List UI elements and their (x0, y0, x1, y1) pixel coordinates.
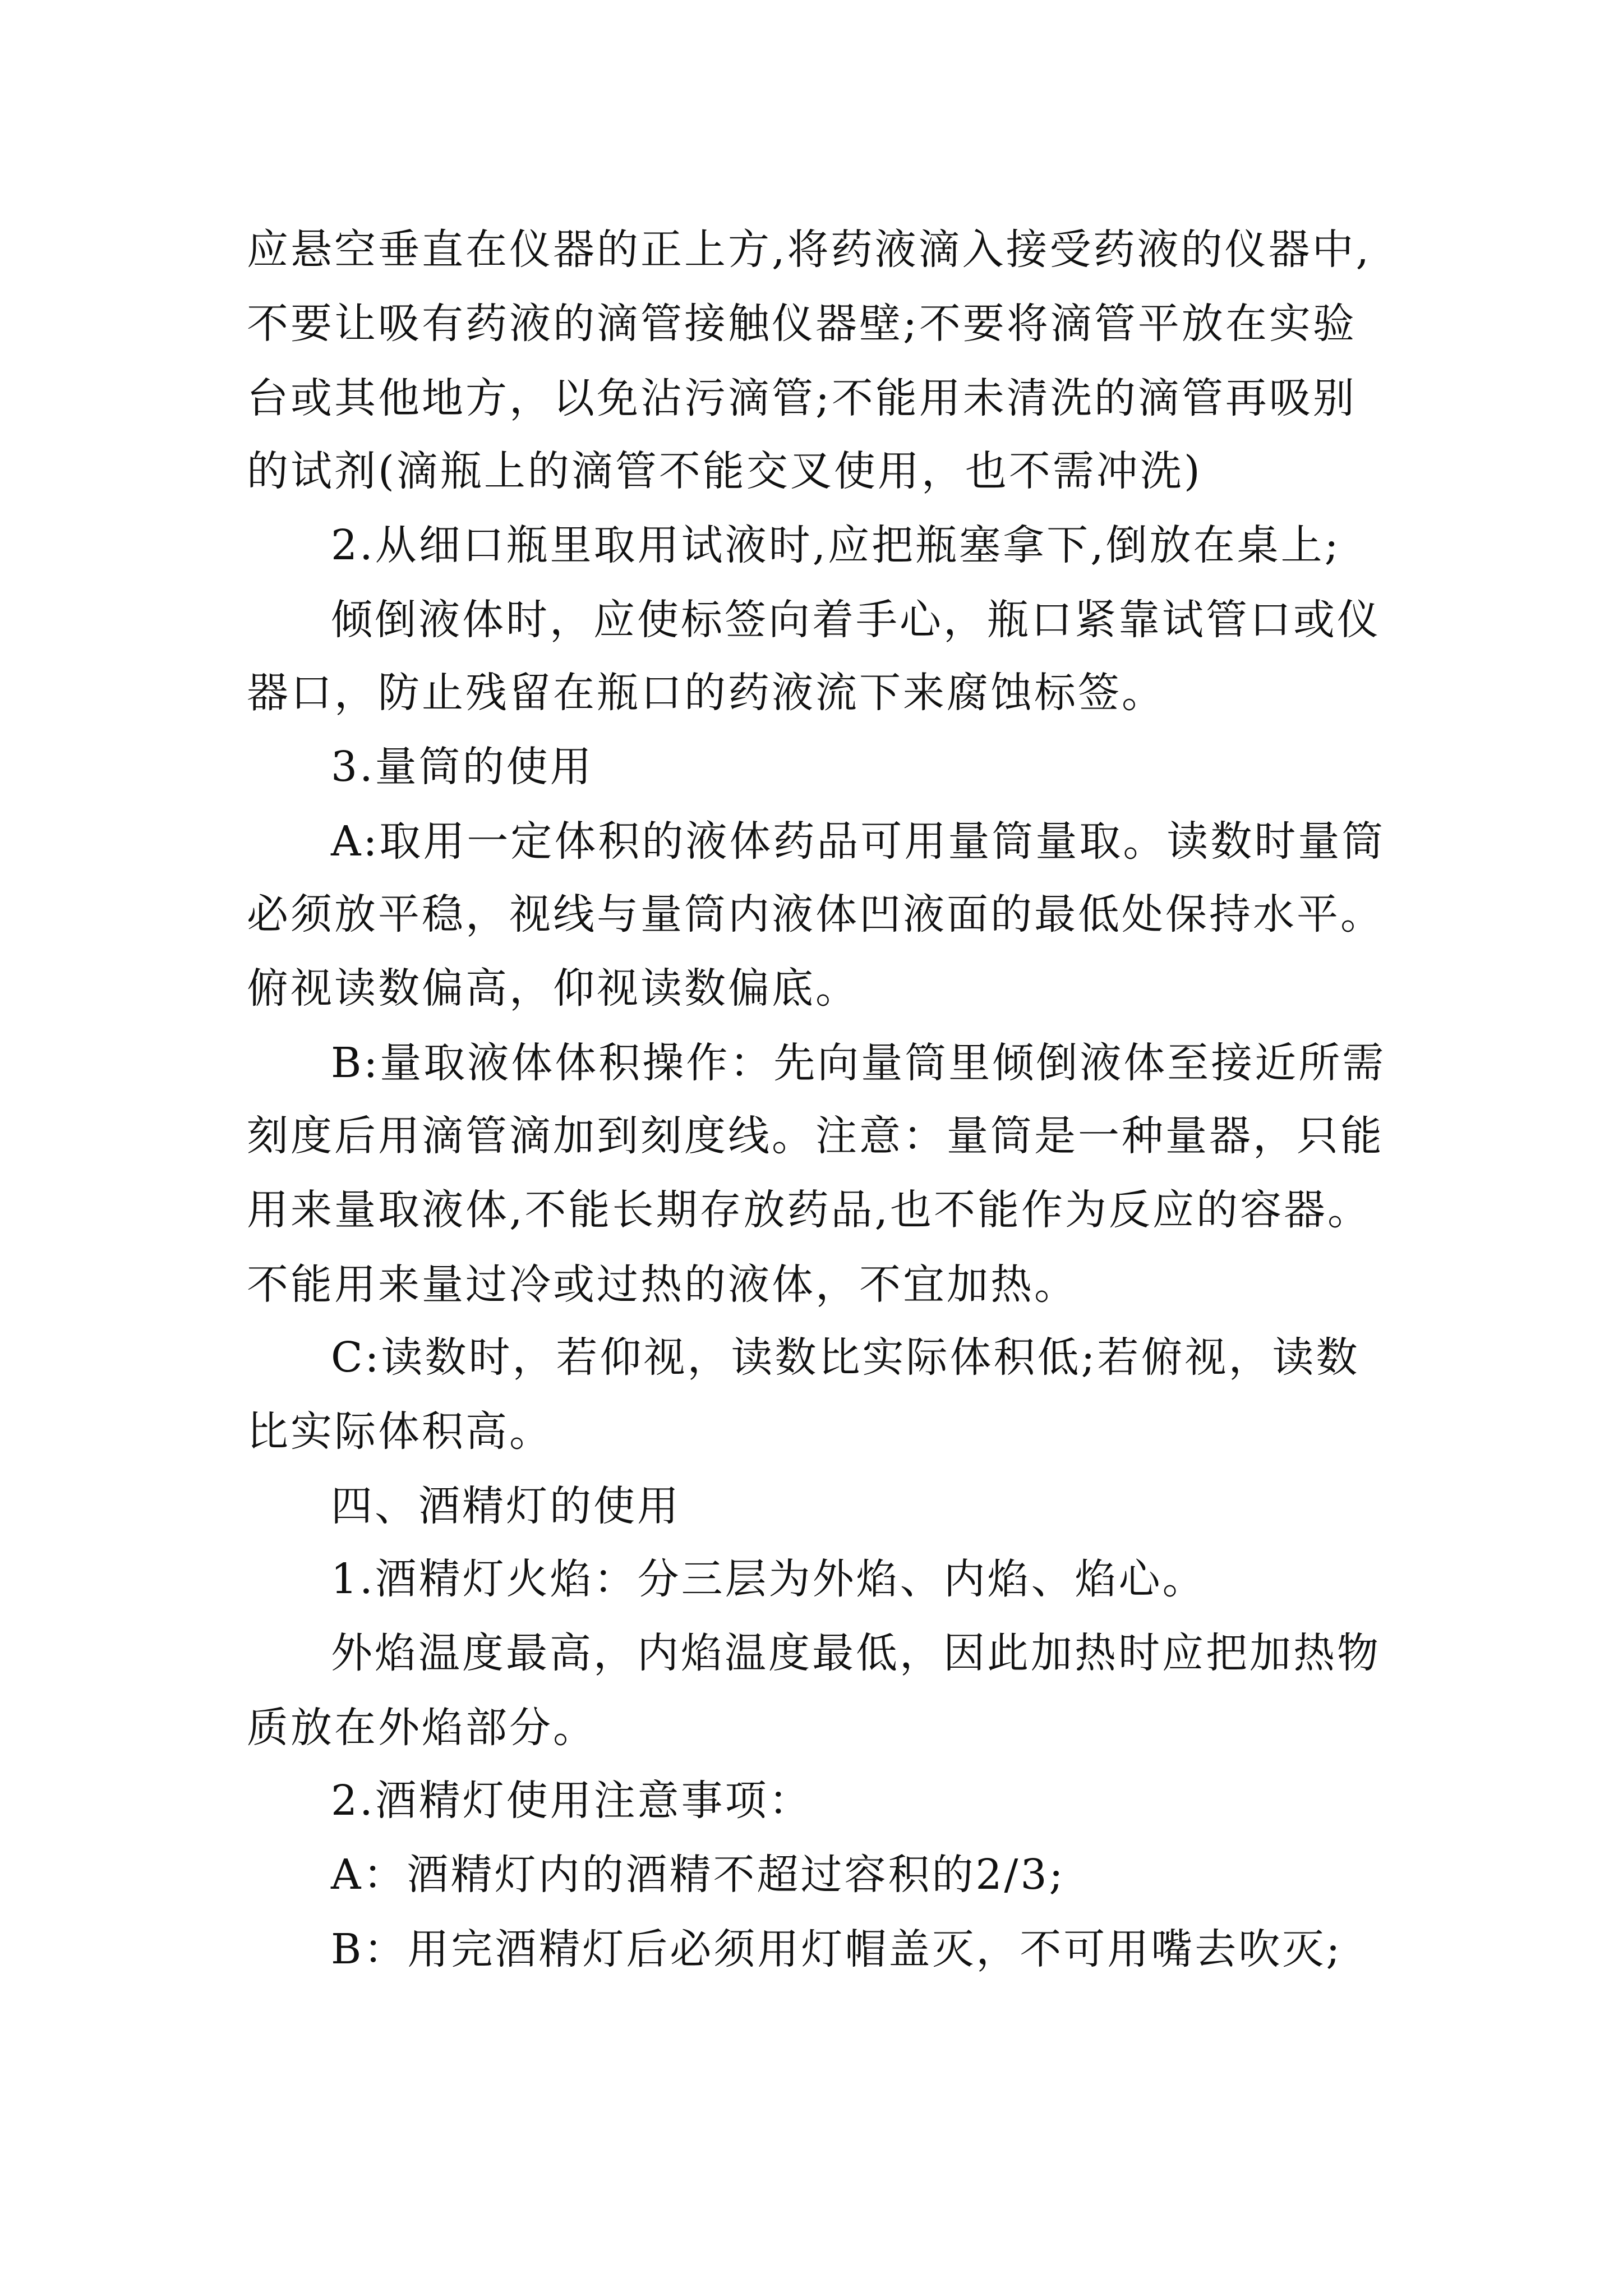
body-text-line: B:量取液体体积操作：先向量筒里倾倒液体至接近所需 (331, 1039, 1386, 1087)
body-text-line: 用来量取液体,不能长期存放药品,也不能作为反应的容器。 (247, 1186, 1372, 1234)
body-text-line: 不要让吸有药液的滴管接触仪器壁;不要将滴管平放在实验 (247, 300, 1357, 348)
body-text-line: 2.从细口瓶里取用试液时,应把瓶塞拿下,倒放在桌上; (331, 521, 1341, 569)
body-text-line: 的试剂(滴瓶上的滴管不能交叉使用，也不需冲洗) (247, 447, 1202, 495)
body-text-line: B：用完酒精灯后必须用灯帽盖灭，不可用嘴去吹灭; (331, 1925, 1343, 1973)
body-text-line: 必须放平稳，视线与量筒内液体凹液面的最低处保持水平。 (247, 890, 1384, 938)
section-heading: 四、酒精灯的使用 (331, 1482, 681, 1530)
body-text-line: 2.酒精灯使用注意事项： (331, 1777, 813, 1825)
body-text-line: 倾倒液体时，应使标签向着手心，瓶口紧靠试管口或仪 (331, 596, 1381, 644)
section-heading: 3.量筒的使用 (331, 743, 594, 791)
body-text-line: 器口，防止残留在瓶口的药液流下来腐蚀标签。 (247, 669, 1165, 717)
body-text-line: A:取用一定体积的液体药品可用量筒量取。读数时量筒 (331, 817, 1386, 866)
body-text-line: 不能用来量过冷或过热的液体，不宜加热。 (247, 1260, 1078, 1309)
body-text-line: 俯视读数偏高，仰视读数偏底。 (247, 964, 859, 1013)
body-text-line: 比实际体积高。 (247, 1407, 553, 1456)
body-text-line: 质放在外焰部分。 (247, 1704, 597, 1752)
body-text-line: 台或其他地方，以免沾污滴管;不能用未清洗的滴管再吸别 (247, 374, 1357, 422)
body-text-line: 刻度后用滴管滴加到刻度线。注意：量筒是一种量器，只能 (247, 1112, 1384, 1160)
body-text-line: 应悬空垂直在仪器的正上方,将药液滴入接受药液的仪器中, (247, 226, 1372, 274)
body-text-line: A：酒精灯内的酒精不超过容积的2/3; (331, 1851, 1066, 1899)
body-text-line: C:读数时，若仰视，读数比实际体积低;若俯视，读数 (331, 1333, 1360, 1382)
body-text-line: 外焰温度最高，内焰温度最低，因此加热时应把加热物 (331, 1629, 1381, 1677)
body-text-line: 1.酒精灯火焰：分三层为外焰、内焰、焰心。 (331, 1555, 1206, 1603)
